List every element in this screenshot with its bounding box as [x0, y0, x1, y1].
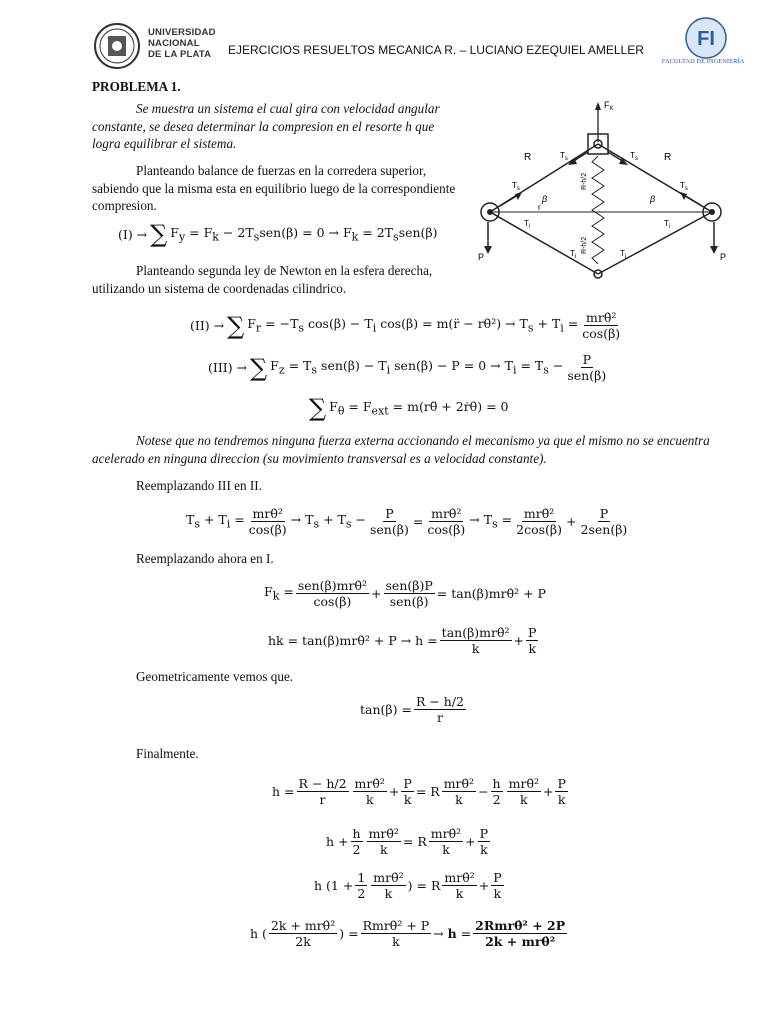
- problem-statement: Se muestra un sistema el cual gira con velocidad angular constante, se desea determinar la compresion en el resorte h que logra equilibrar el sistema.: [92, 101, 440, 151]
- svg-text:R-h/2: R-h/2: [581, 236, 588, 254]
- svg-text:Ti: $T_i$: [524, 219, 531, 230]
- mechanism-diagram: [474, 98, 746, 286]
- svg-text:R: R: [664, 152, 672, 163]
- university-name: UNIVERSIDAD NACIONAL DE LA PLATA: [148, 27, 216, 60]
- svg-text:β: β: [650, 194, 656, 204]
- svg-text:P: P: [720, 252, 727, 262]
- svg-text:Ts: $T_s$: [560, 151, 568, 162]
- problem-title: PROBLEMA 1.: [92, 79, 181, 94]
- equation-final-1: h = $\frac{R - h/2}{r}$ $\frac{\text{mrθ̇²}}{k}$ + $\frac{P}{k}$ = R $\frac{\text{mrθ̇²}}{k}$ − $\frac{h}{2}$ $\frac{\text{mrθ̇²}}{k}$ + $\frac{P}{k}$: [272, 776, 566, 807]
- svg-text:Ts: $T_s$: [680, 181, 688, 192]
- faculty-caption: FACULTAD DE INGENIERÍA: [661, 58, 745, 65]
- svg-text:Ts: $T_s$: [630, 151, 638, 162]
- svg-text:r: r: [538, 203, 541, 212]
- svg-text:Ti: $T_i$: [664, 219, 671, 230]
- paragraph-newton: Planteando segunda ley de Newton en la esfera derecha, utilizando un sistema de coordenadas cilindrico.: [92, 263, 433, 296]
- equation-III: (III) → ∑ $F_z = T_s$ $sen(\beta) - T_i$ $sen(\beta) - P = 0 \to T_i = T_s$ − $\frac{P}{\text{sen(β)}}$: [208, 352, 607, 383]
- page-header-title: EJERCICIOS RESUELTOS MECANICA R. – LUCIANO EZEQUIEL AMELLER: [228, 43, 644, 57]
- paragraph-replace-I: Reemplazando ahora en I.: [136, 551, 274, 566]
- svg-text:β: β: [542, 194, 548, 204]
- svg-text:Ts: $T_s$: [512, 181, 520, 192]
- svg-text:R-h/2: R-h/2: [581, 172, 588, 190]
- svg-text:Ti: $T_i$: [620, 249, 627, 260]
- equation-final-3: h (1 + $\frac{1}{2}$ $\frac{\text{mrθ̇²}}{k}$ ) = R $\frac{\text{mrθ̇²}}{k}$ + $\frac{P}{k}$: [314, 870, 502, 901]
- paragraph-force-balance: Planteando balance de fuerzas en la corredera superior, sabiendo que la misma esta en equilibrio luego de la correspondiente compresion.: [92, 163, 456, 213]
- equation-hk: hk = tan(β)mrθ̇² + P → h = $\frac{\text{tan(β)mrθ̇²}}{k}$ + $\frac{P}{k}$: [268, 625, 537, 656]
- svg-text:FK: $F_K$: [604, 100, 614, 112]
- paragraph-replace-III-II: Reemplazando III en II.: [136, 478, 262, 493]
- svg-text:R: R: [524, 152, 532, 163]
- equation-theta: ∑ $F_\theta = F_{ext}$ = m(rθ̈ + 2ṙθ̇) = 0: [309, 394, 509, 422]
- equation-tan-beta: tan(β) = $\frac{R - h/2}{r}$: [360, 694, 464, 725]
- equation-Ts: $T_s + T_i$ = $\frac{\text{mrθ̇²}}{\cos(\beta)}$ → $T_s + T_s$ − $\frac{P}{\text{sen(β)}}$ = $\frac{\text{mrθ̇²}}{\cos(\beta)}$ → $T_s$ = $\frac{\text{mrθ̇²}}{2\cos(\beta)}$ + $\frac{P}{\text{2sen(β)}}$: [186, 506, 628, 537]
- unlp-logo: [92, 22, 142, 70]
- equation-I: (I) → ∑ $F_y = F_k - 2T_ssen(\beta) = 0 \to F_k = 2T_ssen(\beta)$: [118, 220, 438, 248]
- equation-final-2: h + $\frac{h}{2}$ $\frac{\text{mrθ̇²}}{k}$ = R $\frac{\text{mrθ̇²}}{k}$ + $\frac{P}{k}$: [326, 826, 489, 857]
- faculty-logo-text: FI: [697, 28, 715, 50]
- paragraph-note: Notese que no tendremos ninguna fuerza externa accionando el mecanismo ya que el mismo no se encuentra acelerado en ninguna direccion (su movimiento transversal es a velocidad constante).: [92, 433, 710, 466]
- svg-text:P: P: [478, 252, 485, 262]
- equation-Fk: $F_k$ = $\frac{\text{sen(β)mrθ̇²}}{\cos(\beta)}$ + $\frac{\text{sen(β)P}}{\text{sen(β)}}$ = tan(β)mrθ̇² + P: [264, 578, 546, 609]
- paragraph-geometric: Geometricamente vemos que.: [136, 669, 294, 684]
- faculty-logo: [670, 14, 742, 74]
- paragraph-finally: Finalmente.: [136, 746, 199, 761]
- svg-text:Ti: $T_i$: [570, 249, 577, 260]
- equation-final-4: h ( $\frac{\text{2k + mrθ̇²}}{2k}$ ) = $\frac{\text{Rmrθ̇² + P}}{k}$ → h = $\frac{\text{2Rmrθ̇² + 2P}}{\text{2k + mrθ̇²}}$: [250, 918, 566, 949]
- equation-II: (II) → ∑ $F_r = -T_s$ $\cos(\beta) - T_i$ cos(β) = m(r̈ − rθ̇²) → $T_s + T_i$ = $\frac{\text{mrθ̇²}}{\cos(\beta)}$: [190, 310, 621, 341]
